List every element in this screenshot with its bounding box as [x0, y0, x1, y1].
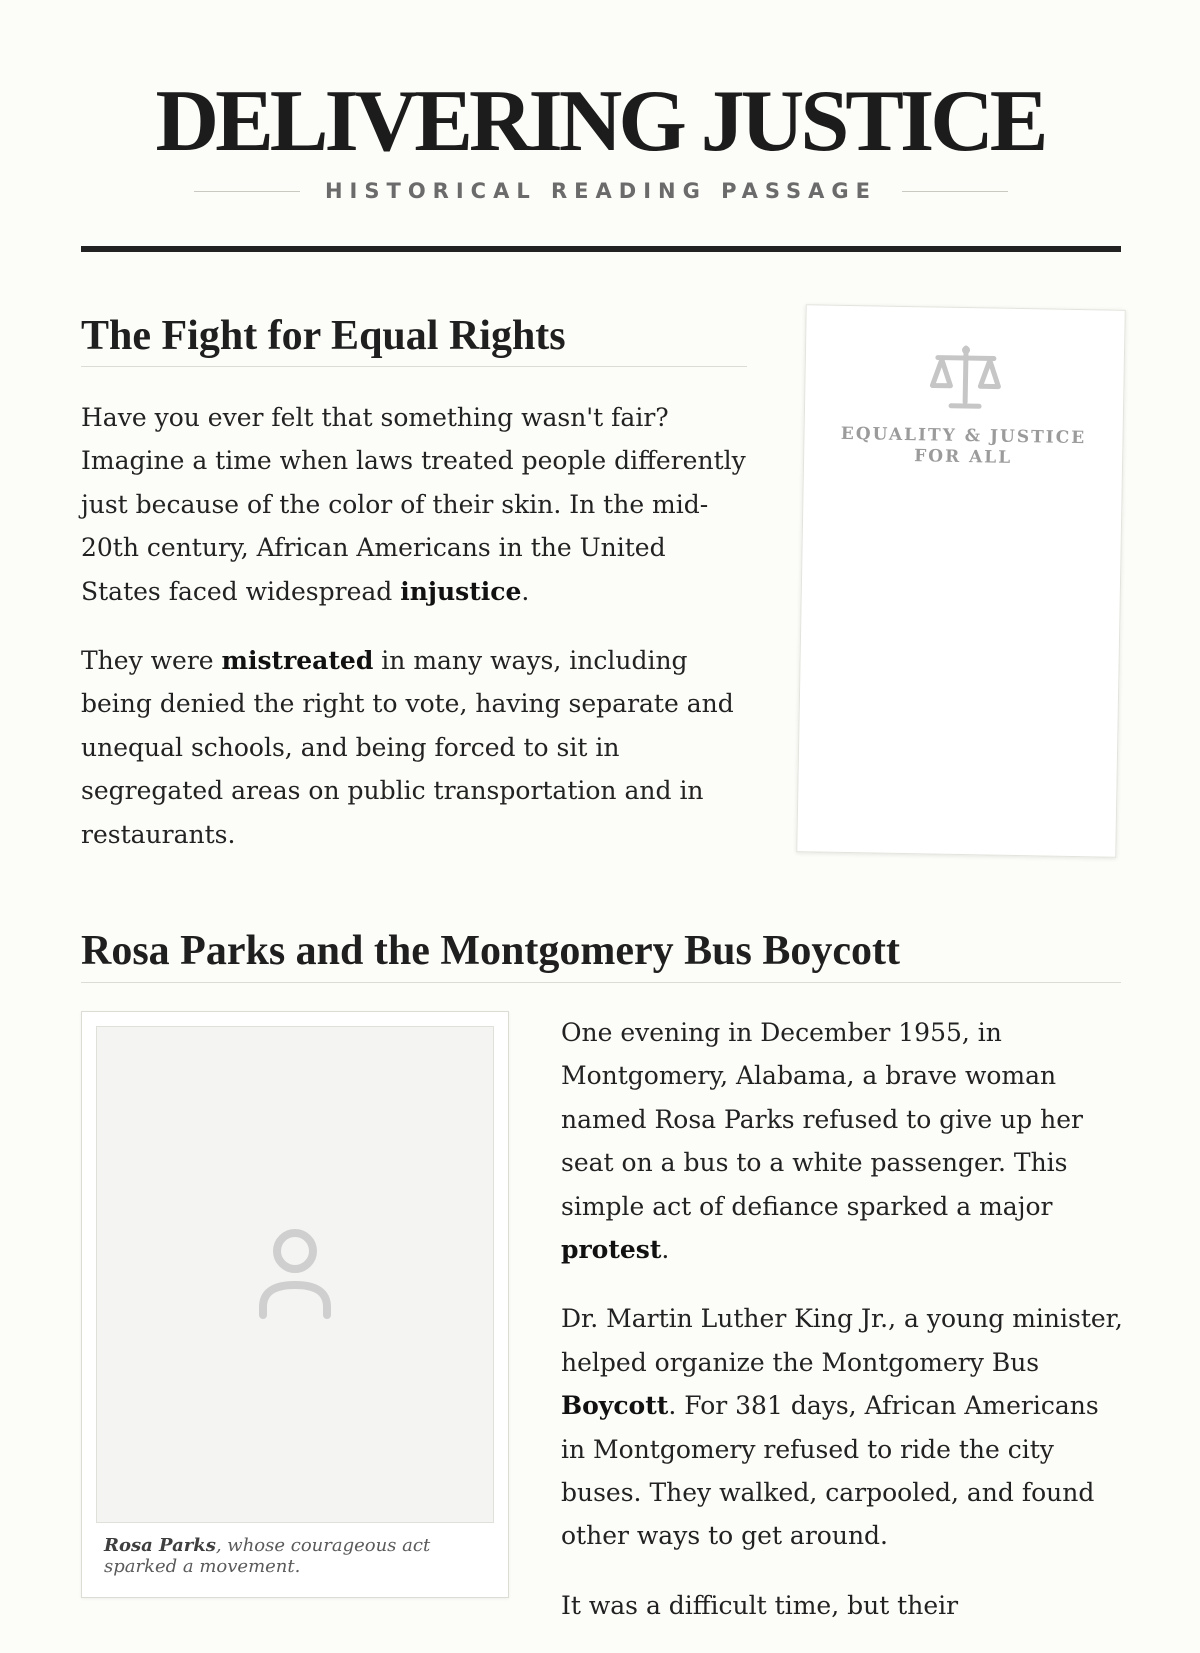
paragraph — [561, 1297, 1129, 1557]
rosa-parks-figure — [81, 1011, 509, 1598]
person-icon — [258, 1227, 332, 1321]
portrait-caption — [104, 1535, 488, 1577]
masthead — [0, 72, 1200, 172]
section-heading-equal-rights: The Fight for Equal Rights — [81, 306, 747, 367]
scales-icon — [927, 341, 1004, 414]
paragraph-text: in many ways, including being denied the right to vote, having separate and unequal schools, and being forced to sit in segregated areas on public transportation and in restaurants. — [81, 646, 734, 849]
subtitle-rule-right — [902, 191, 1008, 192]
caption-text: , whose courageous act sparked a movement. — [104, 1535, 430, 1577]
paragraph-text: One evening in December 1955, in Montgomery, Alabama, a brave woman named Rosa Parks refused to give up her seat on a bus to a white passenger. This simple act of defiance sparked a major — [561, 1018, 1083, 1221]
paragraph-partial: It was a difficult time, but their — [561, 1584, 1129, 1627]
paragraph — [81, 396, 751, 613]
vocabulary-term: injustice — [400, 577, 521, 606]
masthead-divider — [81, 246, 1121, 252]
paragraph-text: . For 381 days, African Americans in Montgomery refused to ride the city buses. They walked, carpooled, and found other ways to get around. — [561, 1391, 1099, 1550]
paragraph-text: Dr. Martin Luther King Jr., a young minister, helped organize the Montgomery Bus — [561, 1304, 1123, 1376]
vocabulary-term: mistreated — [222, 646, 374, 675]
paragraph-text: Have you ever felt that something wasn't fair? Imagine a time when laws treated people differently just because of the color of their skin. In the mid-20th century, African Americans in the United States faced widespread — [81, 403, 746, 606]
vocabulary-term: Boycott — [561, 1391, 668, 1420]
page-title: DELIVERING JUSTICE — [0, 72, 1200, 172]
section-rosa-parks-body — [561, 1011, 1129, 1653]
vocabulary-term: protest — [561, 1235, 661, 1264]
page-subtitle: HISTORICAL READING PASSAGE — [300, 178, 902, 204]
section-equal-rights-body — [81, 396, 751, 882]
paragraph — [81, 639, 751, 856]
subtitle-row — [194, 178, 1008, 204]
paragraph-text: . — [661, 1235, 669, 1264]
portrait-placeholder — [96, 1026, 494, 1523]
paragraph-text: . — [521, 577, 529, 606]
section-heading-rosa-parks: Rosa Parks and the Montgomery Bus Boycott — [81, 920, 1121, 983]
subtitle-rule-left — [194, 191, 300, 192]
equality-caption: EQUALITY & JUSTICE FOR ALL — [824, 424, 1103, 471]
equality-card — [796, 304, 1126, 858]
paragraph-text: They were — [81, 646, 222, 675]
caption-name: Rosa Parks — [104, 1535, 216, 1556]
paragraph — [561, 1011, 1129, 1271]
